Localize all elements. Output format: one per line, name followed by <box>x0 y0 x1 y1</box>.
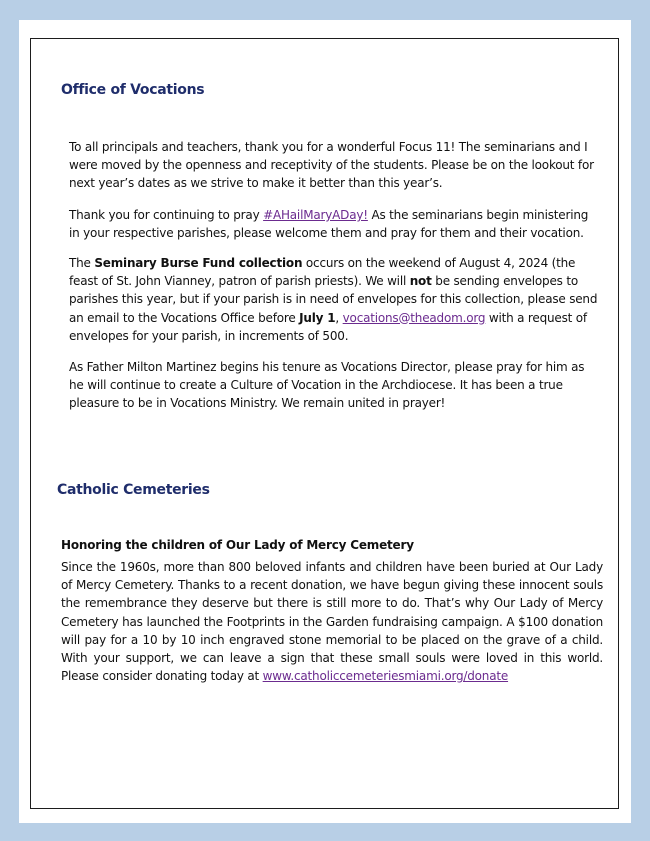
p2-text-before: Thank you for continuing to pray <box>69 208 264 222</box>
p3-mid1: occurs on the weekend of August 4, 2024 (the feast of St. John Vianney, patron of parish priests). We will <box>69 256 576 289</box>
p2-text-after: As the seminarians begin ministering in your respective parishes, please welcome them and pray for them and their vocation. <box>69 208 589 241</box>
vocations-email-link[interactable]: vocations@theadom.org <box>342 310 486 325</box>
donate-link[interactable]: www.catholiccemeteriesmiami.org/donate <box>262 669 509 684</box>
p3-comma: , <box>335 310 343 325</box>
cemetery-subheading: Honoring the children of Our Lady of Mercy Cemetery <box>61 538 414 552</box>
vocations-paragraph-2 <box>69 206 599 242</box>
p3-intro: The <box>69 256 95 270</box>
office-of-vocations-heading: Office of Vocations <box>61 82 205 98</box>
hashtag-link[interactable]: #AHailMaryADay! <box>263 208 368 222</box>
p3-end: with a request of envelopes for your parish, in increments of 500. <box>69 310 587 343</box>
cemeteries-paragraph <box>61 558 603 685</box>
not-emphasis: not <box>409 274 432 289</box>
vocations-paragraph-3 <box>69 254 599 345</box>
deadline-date: July 1 <box>299 310 336 325</box>
seminary-burse-fund-label: Seminary Burse Fund collection <box>94 256 303 270</box>
page <box>19 20 631 823</box>
vocations-paragraph-1: To all principals and teachers, thank you for a wonderful Focus 11! The seminarians and I were moved by the openness and receptivity of the students. Please be on the lookout for next year’s dates as we strive to make it better than this year’s. <box>69 140 594 191</box>
catholic-cemeteries-heading: Catholic Cemeteries <box>57 482 210 498</box>
vocations-paragraph-4: As Father Milton Martinez begins his tenure as Vocations Director, please pray for him as he will continue to create a Culture of Vocation in the Archdiocese. It has been a true pleasure to be in Vocations Ministry. We remain united in prayer! <box>69 360 585 411</box>
cemeteries-text: Since the 1960s, more than 800 beloved infants and children have been buried at Our Lady of Mercy Cemetery. Thanks to a recent donation, we have begun giving these innocent souls the remembrance they deserve but there is still more to do. That’s why Our Lady of Mercy Cemetery has launched the Footprints in the Garden fundraising campaign. A $100 donation will pay for a 10 by 10 inch engraved stone memorial to be placed on the grave of a child. With your support, we can leave a sign that these small souls were loved in this world. Please consider donating today at <box>61 560 603 684</box>
p3-mid2: be sending envelopes to parishes this year, but if your parish is in need of envelopes for this collection, please send an email to the Vocations Office before <box>69 274 598 325</box>
